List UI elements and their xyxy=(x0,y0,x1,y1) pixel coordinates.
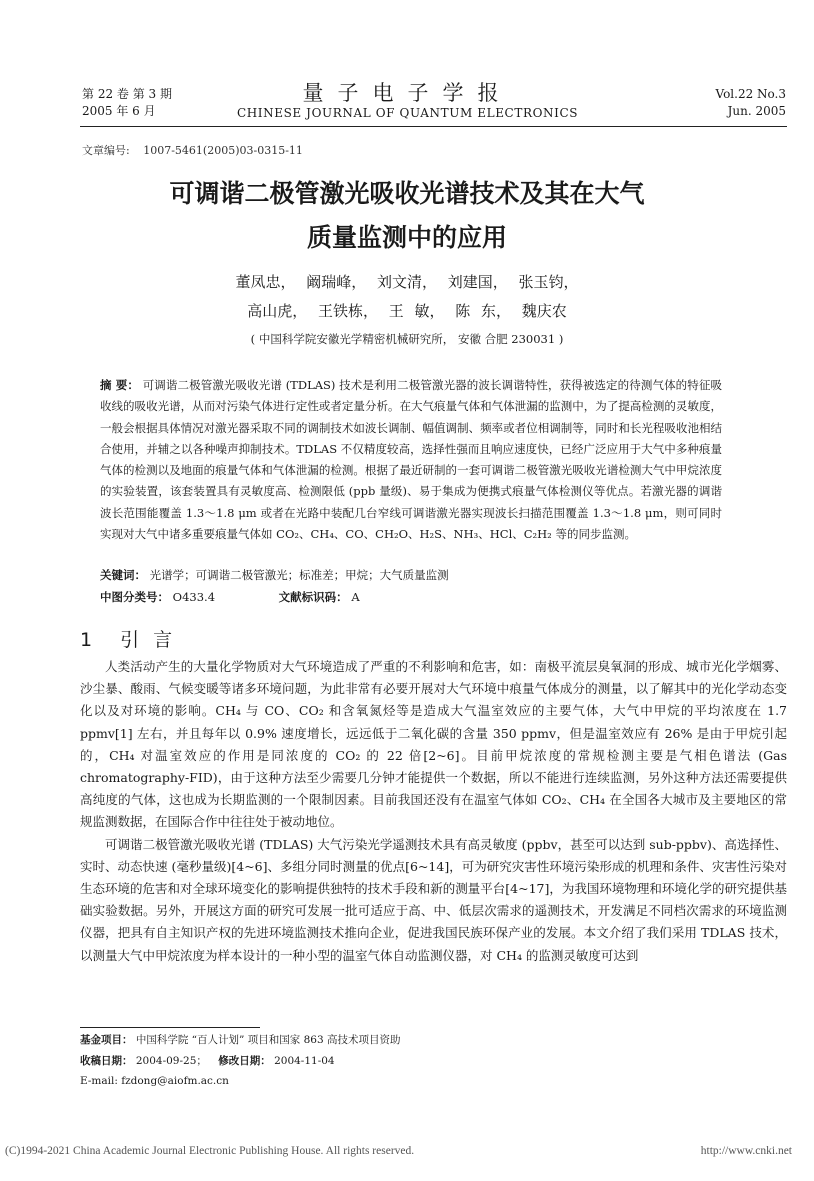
doc-code-label: 文献标识码： xyxy=(278,590,348,604)
title-line-1: 可调谐二极管激光吸收光谱技术及其在大气 xyxy=(169,179,645,208)
volume-issue-en: Vol.22 No.3 xyxy=(715,87,786,101)
paragraph: 可调谐二极管激光吸收光谱 (TDLAS) 大气污染光学遥测技术具有高灵敏度 (ppbv，甚至可以达到 sub-ppbv)、高选择性、实时、动态快速 (毫秒量级)[4~6]、多组分同时测量的优点[6~14]，可为研究灾害性环境污染形成的机理和条件、灾害性污染对生态环境的危害和对全球环境变化的影响提供独特的技术手段和新的测量平台[4~17]，为我国环境物理和环境化学的研究提供基础实验数据。另外，开展这方面的研究可发展一批可适应于高、中、低层次需求的遥测技术，开发满足不同档次需求的环境监测仪器，把具有自主知识产权的先进环境监测技术推向企业，促进我国民族环保产业的发展。本文介绍了我们采用 TDLAS 技术，以测量大气中甲烷浓度为样本设计的一种小型的温室气体自动监测仪器，对 CH₄ 的监测灵敏度可达到 xyxy=(80,836,787,963)
volume-issue: 第 22 卷 第 3 期 xyxy=(82,87,172,101)
journal-title-cn: 量子电子学报 xyxy=(302,81,513,105)
clc-value: O433.4 xyxy=(172,590,216,604)
author-list xyxy=(60,268,754,326)
issue-date-en: Jun. 2005 xyxy=(727,104,786,118)
classification xyxy=(100,589,722,605)
paper-title xyxy=(60,172,754,260)
journal-header xyxy=(180,80,635,121)
copyright-line xyxy=(5,1145,810,1157)
email-note: E-mail: fzdong@aiofm.ac.cn xyxy=(80,1075,229,1087)
revised-date: 2004-11-04 xyxy=(274,1054,335,1067)
issue-date: 2005 年 6 月 xyxy=(82,104,156,118)
received-date: 2004-09-25； xyxy=(135,1054,207,1067)
section-heading xyxy=(80,625,176,652)
journal-title-en: CHINESE JOURNAL OF QUANTUM ELECTRONICS xyxy=(236,106,579,120)
title-line-2: 质量监测中的应用 xyxy=(306,223,507,252)
section-title: 引 言 xyxy=(120,629,177,651)
paragraph: 人类活动产生的大量化学物质对大气环境造成了严重的不利影响和危害，如：南极平流层臭氧洞的形成、城市光化学烟雾、沙尘暴、酸雨、气候变暖等诸多环境问题，为此非常有必要开展对大气环境中痕量气体成分的测量，以了解其中的光化学动态变化以及对环境的影响。CH₄ 与 CO、CO₂ 和含氧氮烃等是造成大气温室效应的主要气体，大气中甲烷的平均浓度在 1.7 ppmv[1] 左右，并且每年以 0.9% 速度增长，远远低于二氧化碳的含量 350 ppmv，但是温室效应有 26% 是由于甲烷引起的，CH₄ 对温室效应的作用是同浓度的 CO₂ 的 22 倍[2~6]。目前甲烷浓度的常规检测主要是气相色谱法 (Gas chromatography-FID)，由于这种方法至少需要几分钟才能提供一个数据，所以不能进行连续监测，另外这种方法还需要提供高纯度的气体，这也成为长期监测的一个限制因素。目前我国还没有在温室气体如 CO₂、CH₄ 在全国各大城市及主要地区的常规监测数据，在国际合作中往往处于被动地位。 xyxy=(80,659,787,830)
keywords-text: 光谱学；可调谐二极管激光；标准差；甲烷；大气质量监测 xyxy=(149,568,449,582)
footnote-rule xyxy=(80,1027,260,1028)
revised-label: 修改日期： xyxy=(218,1054,271,1067)
authors-line-1: 董凤忠， 阚瑞峰， 刘文清， 刘建国， 张玉钧， xyxy=(235,273,579,291)
article-number-value: 1007-5461(2005)03-0315-11 xyxy=(143,144,303,157)
funding-label: 基金项目： xyxy=(80,1034,133,1046)
article-number xyxy=(82,142,303,158)
header-right xyxy=(716,86,787,120)
received-label: 收稿日期： xyxy=(80,1054,133,1067)
authors-line-2: 高山虎， 王铁栋， 王 敏， 陈 东， 魏庆农 xyxy=(247,302,567,320)
keywords xyxy=(100,567,722,583)
clc-label: 中图分类号： xyxy=(100,590,169,604)
cnki-url[interactable]: http://www.cnki.net xyxy=(700,1145,792,1157)
doc-code-value: A xyxy=(351,590,360,604)
copyright-text: (C)1994-2021 China Academic Journal Electronic Publishing House. All rights reserved. xyxy=(5,1145,415,1157)
section-number: 1 xyxy=(80,629,97,651)
dates-note xyxy=(80,1051,780,1072)
article-number-label: 文章编号: xyxy=(82,144,130,157)
abstract-label: 摘 要： xyxy=(100,378,139,392)
keywords-label: 关键词： xyxy=(100,568,146,582)
header-left xyxy=(82,86,172,120)
header-rule xyxy=(80,126,787,127)
abstract xyxy=(100,375,722,545)
body-text xyxy=(80,656,787,967)
abstract-text: 可调谐二极管激光吸收光谱 (TDLAS) 技术是利用二极管激光器的波长调谐特性，获得被选定的待测气体的特征吸收线的吸收光谱，从而对污染气体进行定性或者定量分析。在大气痕量气体和气体泄漏的监测中，为了提高检测的灵敏度，一般会根据具体情况对激光器采取不同的调制技术如波长调制、幅值调制、频率或者位相调制等，同时和长光程吸收池相结合使用，并辅之以各种噪声抑制技术。TDLAS 不仅精度较高，选择性强而且响应速度快，已经广泛应用于大气中多种痕量气体的检测以及地面的痕量气体和气体泄漏的检测。根据了最近研制的一套可调谐二极管激光吸收光谱检测大气中甲烷浓度的实验装置，该套装置具有灵敏度高、检测限低 (ppb 量级)、易于集成为便携式痕量气体检测仪等优点。若激光器的调谐波长范围能覆盖 1.3～1.8 μm 或者在光路中装配几台窄线可调谐激光器实现波长扫描范围覆盖 1.3～1.8 μm，则可同时实现对大气中诸多重要痕量气体如 CO₂、CH₄、CO、CH₂O、H₂S、NH₃、HCl、C₂H₂ 等的同步监测。 xyxy=(100,378,722,542)
footnotes xyxy=(80,1030,780,1092)
affiliation: ( 中国科学院安徽光学精密机械研究所， 安徽 合肥 230031 ) xyxy=(250,332,564,346)
funding-text: 中国科学院 “百人计划” 项目和国家 863 高技术项目资助 xyxy=(135,1034,401,1046)
funding-note xyxy=(80,1030,780,1051)
